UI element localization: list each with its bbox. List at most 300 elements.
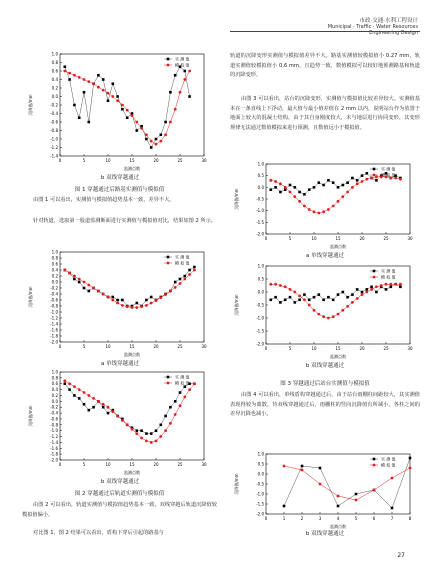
point-measured	[366, 172, 369, 175]
point-simulated	[308, 208, 311, 211]
legend-marker-measured	[373, 168, 376, 171]
fig2-caption: 图 2 穿越通过后轨道实测值与模拟值	[74, 491, 165, 497]
point-simulated	[126, 109, 129, 112]
point-simulated	[380, 284, 383, 287]
y-tick-label: -2.0	[256, 231, 264, 237]
para-right-3: 由图 4 可以看出，单线盾构穿越通过后，由于站台雨棚柱间距较大，其实测值表现得较为离散，待双线穿越通过后，雨棚柱的竖向沉降值有所减小，各柱之间的差异沉降也减小。	[230, 392, 420, 417]
point-simulated	[159, 140, 162, 143]
point-simulated	[150, 302, 153, 305]
point-simulated	[63, 269, 66, 272]
point-simulated	[188, 70, 191, 73]
y-tick-label: -0.5	[256, 302, 264, 308]
x-tick-label: 20	[153, 158, 159, 163]
chart-svg	[228, 450, 418, 530]
point-measured	[351, 177, 354, 180]
point-measured	[303, 193, 306, 196]
x-tick-label: 15	[335, 346, 341, 351]
point-measured	[73, 104, 76, 107]
point-measured	[112, 82, 115, 85]
x-tick-label: 7	[390, 516, 394, 521]
point-measured	[270, 299, 273, 302]
point-simulated	[78, 76, 81, 79]
point-simulated	[140, 437, 143, 440]
y-tick-label: -1.0	[50, 309, 58, 315]
point-simulated	[308, 304, 311, 307]
x-tick-label: 3	[318, 516, 322, 521]
point-measured	[337, 293, 340, 296]
fig3a-subcaption: a 单线穿越通过	[305, 253, 345, 259]
point-measured	[308, 188, 311, 191]
header-rule	[230, 31, 420, 32]
point-measured	[116, 299, 119, 302]
y-tick-label: -0.6	[50, 297, 58, 303]
x-tick-label: 25	[383, 346, 389, 351]
point-measured	[322, 184, 325, 187]
x-tick-label: 15	[129, 462, 135, 467]
point-simulated	[164, 133, 167, 136]
x-tick-label: 10	[105, 462, 111, 467]
point-simulated	[399, 178, 402, 181]
x-tick-label: 25	[177, 158, 183, 163]
point-simulated	[313, 309, 316, 312]
point-measured	[361, 291, 364, 294]
x-tick-label: 5	[82, 344, 86, 349]
point-measured	[121, 108, 124, 111]
point-measured	[351, 293, 354, 296]
x-tick-label: 0	[58, 462, 62, 467]
point-measured	[102, 78, 105, 81]
point-measured	[385, 288, 388, 291]
legend-marker-measured	[167, 58, 170, 61]
para-right-1: 轨道的沉降变形实测值与模拟值差异不大。路基实测值较模拟值小 0.27 mm，轨道实测值较模拟值小 0.6 mm，且趋势一致，数值模拟可以较好地预测路基和轨道的沉降变形。	[230, 53, 420, 78]
point-measured	[346, 296, 349, 299]
point-simulated	[283, 465, 286, 468]
y-tick-label: 1.0	[257, 451, 264, 457]
point-simulated	[375, 285, 378, 288]
point-simulated	[68, 72, 71, 75]
point-simulated	[322, 315, 325, 318]
point-simulated	[73, 275, 76, 278]
y-tick-label: -0.4	[50, 111, 58, 116]
point-measured	[318, 293, 321, 296]
point-measured	[409, 457, 412, 460]
point-simulated	[327, 317, 330, 320]
point-measured	[164, 415, 167, 418]
x-tick-label: 5	[354, 516, 358, 521]
point-measured	[313, 186, 316, 189]
point-simulated	[164, 429, 167, 432]
y-tick-label: 1.0	[51, 249, 58, 255]
point-measured	[126, 116, 129, 119]
point-measured	[361, 174, 364, 177]
point-simulated	[279, 182, 282, 185]
point-measured	[145, 299, 148, 302]
y-tick-label: -0.2	[50, 285, 58, 291]
point-simulated	[399, 283, 402, 286]
point-simulated	[73, 385, 76, 388]
legend-label: 模 拟 值	[175, 260, 190, 266]
point-simulated	[293, 195, 296, 198]
x-tick-label: 20	[359, 236, 365, 241]
point-simulated	[370, 177, 373, 180]
x-axis-label: 监测点数	[124, 352, 140, 357]
point-simulated	[409, 467, 412, 470]
y-axis-label: 沉降值/mm	[28, 94, 33, 116]
y-tick-label: -1.0	[256, 315, 264, 321]
x-tick-label: 5	[82, 158, 86, 163]
point-measured	[145, 432, 148, 435]
point-measured	[342, 184, 345, 187]
point-simulated	[375, 175, 378, 178]
y-tick-label: -1.0	[50, 136, 58, 142]
point-simulated	[317, 313, 320, 316]
y-axis-label: 沉降值/mm	[28, 405, 33, 427]
point-simulated	[135, 432, 138, 435]
y-axis-label: 沉降值/mm	[234, 473, 239, 495]
point-simulated	[337, 200, 340, 203]
y-tick-label: -0.6	[50, 416, 58, 422]
point-measured	[97, 74, 100, 77]
y-tick-label: 0.6	[51, 381, 58, 387]
x-tick-label: 30	[201, 344, 207, 349]
point-measured	[279, 301, 282, 304]
point-simulated	[78, 388, 81, 391]
fig2a-subcaption: a 单线穿越通过	[100, 361, 140, 367]
point-simulated	[116, 415, 119, 418]
point-measured	[274, 186, 277, 189]
point-measured	[301, 465, 304, 468]
para-left-4: 对比图 1、图 2 结果可以看出，盾构下穿后引起的路基与	[33, 530, 164, 536]
chart-fig2b	[22, 368, 212, 476]
point-measured	[289, 184, 292, 187]
point-simulated	[174, 413, 177, 416]
x-tick-label: 30	[201, 158, 207, 163]
x-tick-label: 30	[201, 462, 207, 467]
point-measured	[356, 179, 359, 182]
point-simulated	[351, 301, 354, 304]
point-measured	[145, 138, 148, 141]
chart-svg	[228, 262, 418, 360]
para-left-1: 由图 1 可以看出，实测值与模拟值趋势基本一致，差异不大。	[33, 197, 175, 203]
fig1-caption: 图 1 穿越通过后路基实测值与模拟值	[74, 187, 165, 193]
x-axis-label: 监测点数	[330, 244, 346, 249]
y-tick-label: -0.8	[50, 128, 58, 133]
y-tick-label: -0.8	[50, 422, 58, 428]
y-tick-label: 1.0	[51, 51, 58, 57]
para-left-2: 针对轨道，选取第一股道监测断面进行实测值与模拟值对比，结果如图 2 所示。	[33, 218, 216, 224]
point-simulated	[188, 273, 191, 276]
point-measured	[337, 505, 340, 508]
y-tick-label: -0.4	[50, 291, 58, 297]
x-tick-label: 10	[105, 158, 111, 163]
point-simulated	[269, 283, 272, 286]
point-measured	[274, 296, 277, 299]
point-simulated	[155, 299, 158, 302]
journal-title-cn: 市政·交通·水利工程设计	[359, 18, 418, 24]
point-simulated	[279, 284, 282, 287]
point-measured	[155, 429, 158, 432]
point-measured	[303, 293, 306, 296]
point-simulated	[183, 396, 186, 399]
x-tick-label: 30	[407, 346, 413, 351]
point-measured	[68, 388, 71, 391]
y-tick-label: -2.0	[50, 339, 58, 345]
x-tick-label: 0	[264, 236, 268, 241]
point-measured	[112, 296, 115, 299]
point-measured	[327, 296, 330, 299]
journal-header	[318, 18, 418, 36]
chart-svg	[228, 160, 418, 250]
point-simulated	[394, 283, 397, 286]
point-simulated	[356, 297, 359, 300]
series-line-simulated	[65, 71, 190, 144]
point-simulated	[293, 291, 296, 294]
point-measured	[179, 391, 182, 394]
point-measured	[83, 403, 86, 406]
point-simulated	[179, 404, 182, 407]
point-measured	[164, 121, 167, 124]
chart-fig1b	[22, 50, 212, 172]
x-tick-label: 5	[288, 236, 292, 241]
point-measured	[284, 299, 287, 302]
point-measured	[342, 291, 345, 294]
point-measured	[73, 394, 76, 397]
point-measured	[107, 412, 110, 415]
point-measured	[140, 429, 143, 432]
point-measured	[270, 188, 273, 191]
point-measured	[107, 99, 110, 102]
point-measured	[174, 281, 177, 284]
point-measured	[279, 191, 282, 194]
point-simulated	[92, 287, 95, 290]
y-tick-label: 0.0	[257, 289, 264, 295]
y-tick-label: -1.0	[256, 208, 264, 214]
y-tick-label: -0.2	[50, 404, 58, 410]
legend-label: 模 拟 值	[381, 172, 396, 178]
legend-label: 实 测 值	[381, 456, 396, 462]
point-simulated	[135, 121, 138, 124]
point-measured	[88, 409, 91, 412]
point-simulated	[361, 293, 364, 296]
point-measured	[155, 138, 158, 141]
point-simulated	[269, 179, 272, 182]
point-measured	[102, 406, 105, 409]
y-tick-label: -1.5	[256, 219, 264, 225]
y-tick-label: 0.8	[51, 375, 58, 381]
point-simulated	[140, 127, 143, 130]
point-measured	[160, 424, 163, 427]
point-measured	[174, 400, 177, 403]
point-measured	[366, 288, 369, 291]
point-simulated	[63, 70, 66, 73]
x-tick-label: 2	[300, 516, 304, 521]
point-simulated	[83, 78, 86, 81]
y-tick-label: -1.2	[50, 434, 58, 440]
fig3b-subcaption: b 双线穿越通过	[305, 363, 345, 369]
point-simulated	[169, 121, 172, 124]
y-tick-label: -1.6	[50, 327, 58, 333]
point-measured	[184, 275, 187, 278]
y-tick-label: -1.4	[50, 321, 58, 327]
point-simulated	[274, 283, 277, 286]
point-simulated	[126, 423, 129, 426]
point-simulated	[97, 290, 100, 293]
point-measured	[136, 429, 139, 432]
point-simulated	[389, 283, 392, 286]
y-tick-label: 1.0	[257, 161, 264, 167]
page-number: 27	[397, 552, 405, 559]
point-measured	[78, 116, 81, 119]
y-tick-label: 0.4	[51, 77, 58, 82]
point-simulated	[107, 296, 110, 299]
point-measured	[174, 74, 177, 77]
y-tick-label: 0.5	[257, 461, 264, 467]
point-simulated	[332, 315, 335, 318]
point-measured	[332, 181, 335, 184]
point-measured	[160, 133, 163, 136]
point-measured	[136, 302, 139, 305]
point-measured	[184, 385, 187, 388]
point-measured	[64, 382, 67, 385]
point-simulated	[87, 284, 90, 287]
point-simulated	[183, 278, 186, 281]
point-measured	[150, 296, 153, 299]
plot-frame	[60, 252, 204, 342]
point-measured	[169, 406, 172, 409]
point-simulated	[107, 92, 110, 95]
point-measured	[298, 191, 301, 194]
y-tick-label: -1.5	[256, 501, 264, 507]
point-measured	[188, 269, 191, 272]
point-simulated	[341, 195, 344, 198]
x-tick-label: 0	[264, 516, 268, 521]
point-simulated	[68, 382, 71, 385]
y-tick-label: -1.2	[50, 145, 58, 150]
point-simulated	[97, 400, 100, 403]
point-simulated	[365, 178, 368, 181]
point-simulated	[298, 295, 301, 298]
chart-fig2a	[22, 248, 212, 358]
point-measured	[337, 186, 340, 189]
point-simulated	[373, 489, 376, 492]
point-simulated	[83, 391, 86, 394]
legend-label: 实 测 值	[381, 166, 396, 172]
point-simulated	[121, 104, 124, 107]
legend-marker-simulated	[373, 464, 376, 467]
point-measured	[298, 299, 301, 302]
point-simulated	[289, 288, 292, 291]
x-tick-label: 5	[288, 346, 292, 351]
point-simulated	[131, 306, 134, 309]
point-measured	[346, 181, 349, 184]
point-measured	[179, 278, 182, 281]
y-tick-label: -1.4	[50, 153, 58, 159]
y-tick-label: -0.2	[50, 102, 58, 108]
point-simulated	[322, 210, 325, 213]
series-line-simulated	[271, 177, 401, 213]
x-tick-label: 15	[335, 236, 341, 241]
point-simulated	[140, 305, 143, 308]
y-tick-label: 0.2	[51, 85, 58, 91]
point-simulated	[111, 410, 114, 413]
journal-title-en: Municipal · Traffic · Water Resources Engineering Design	[327, 24, 418, 36]
point-simulated	[355, 499, 358, 502]
x-tick-label: 20	[359, 346, 365, 351]
point-measured	[116, 95, 119, 98]
point-simulated	[274, 180, 277, 183]
y-tick-label: -0.4	[50, 410, 58, 416]
x-tick-label: 10	[311, 346, 317, 351]
point-simulated	[317, 212, 320, 215]
point-simulated	[87, 394, 90, 397]
legend-marker-simulated	[373, 276, 376, 279]
legend-label: 实 测 值	[381, 268, 396, 274]
point-simulated	[301, 469, 304, 472]
y-tick-label: 0.5	[257, 173, 264, 179]
y-tick-label: 1.0	[51, 369, 58, 375]
point-simulated	[169, 422, 172, 425]
point-simulated	[179, 91, 182, 94]
point-simulated	[303, 298, 306, 301]
chart-fig4b	[228, 450, 418, 530]
point-simulated	[126, 305, 129, 308]
point-simulated	[159, 435, 162, 438]
point-simulated	[121, 304, 124, 307]
x-axis-label: 监测点数	[330, 354, 346, 359]
y-tick-label: -0.5	[256, 481, 264, 487]
point-measured	[319, 467, 322, 470]
x-tick-label: 20	[153, 344, 159, 349]
point-measured	[121, 299, 124, 302]
x-tick-label: 6	[372, 516, 376, 521]
point-simulated	[102, 89, 105, 92]
point-simulated	[116, 302, 119, 305]
point-simulated	[73, 74, 76, 77]
point-simulated	[121, 419, 124, 422]
point-simulated	[150, 140, 153, 143]
point-measured	[188, 95, 191, 98]
point-simulated	[193, 382, 196, 385]
x-axis-label: 监测点数	[124, 470, 140, 475]
legend-marker-measured	[373, 458, 376, 461]
x-tick-label: 4	[336, 516, 340, 521]
y-tick-label: 0.4	[51, 387, 58, 393]
point-simulated	[346, 305, 349, 308]
point-simulated	[111, 95, 114, 98]
point-measured	[294, 186, 297, 189]
point-simulated	[131, 428, 134, 431]
point-simulated	[337, 313, 340, 316]
point-measured	[289, 296, 292, 299]
point-simulated	[391, 477, 394, 480]
y-tick-label: 0.2	[51, 392, 58, 398]
point-measured	[193, 266, 196, 269]
x-tick-label: 30	[407, 236, 413, 241]
chart-svg	[22, 368, 212, 476]
y-tick-label: 0.0	[257, 471, 264, 477]
point-simulated	[284, 186, 287, 189]
x-tick-label: 5	[82, 462, 86, 467]
point-simulated	[145, 304, 148, 307]
point-simulated	[356, 182, 359, 185]
point-simulated	[78, 278, 81, 281]
legend-label: 模 拟 值	[175, 380, 190, 386]
point-simulated	[97, 86, 100, 89]
point-simulated	[385, 283, 388, 286]
point-simulated	[135, 306, 138, 309]
point-measured	[88, 290, 91, 293]
point-simulated	[346, 191, 349, 194]
